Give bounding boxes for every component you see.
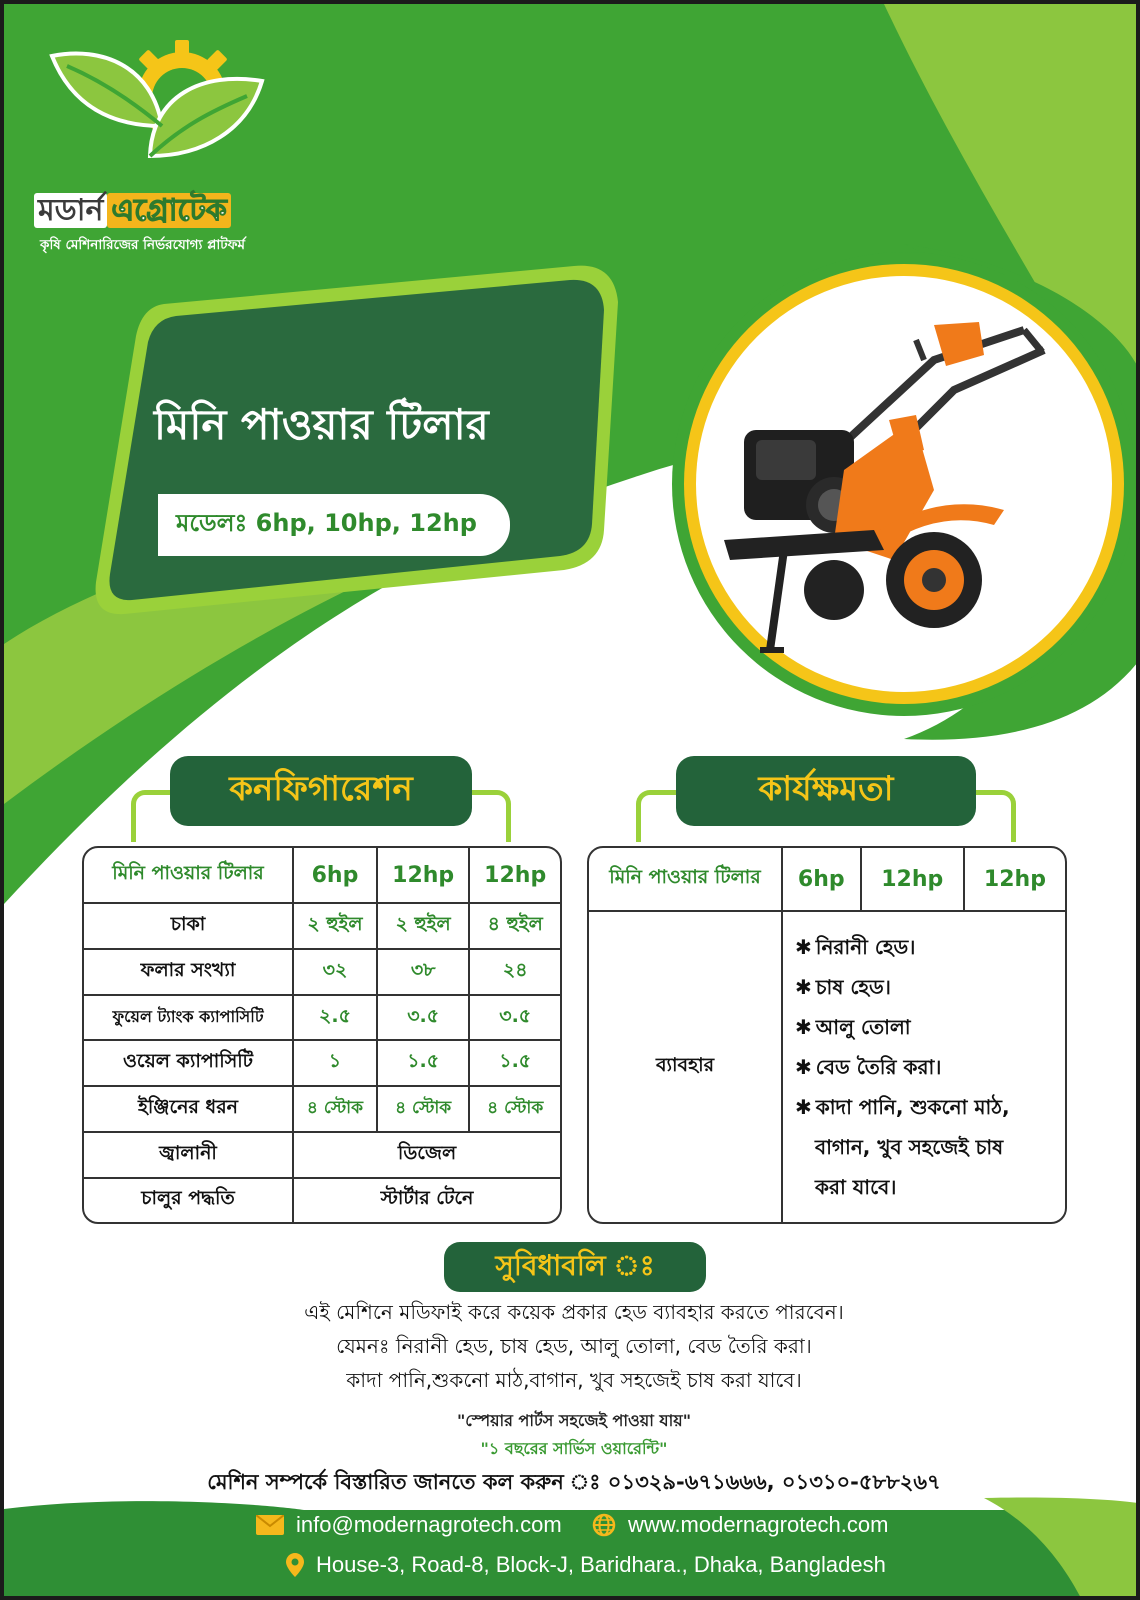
list-item (795, 1047, 1065, 1087)
perf-header-col3: 12hp (965, 848, 1065, 912)
power-tiller-image (684, 240, 1140, 726)
benefit-line-3: কাদা পানি,শুকনো মাঠ,বাগান, খুব সহজেই চাষ করা যাবে। (346, 1368, 802, 1392)
row-label: জ্বালানী (84, 1133, 294, 1179)
table-row (84, 904, 560, 950)
cell: ৩.৫ (378, 996, 470, 1042)
usage-text: করা যাবে। (815, 1175, 897, 1199)
call-line: মেশিন সম্পর্কে বিস্তারিত জানতে কল করুন ঃ ০১৩২৯-৬৭১৬৬৬, ০১৩১০-৫৮৮২৬৭ (207, 1470, 941, 1494)
warranty-note: "১ বছরের সার্ভিস ওয়ারেন্টি" (480, 1439, 668, 1458)
footer (4, 1498, 1140, 1600)
row-label: চালুর পদ্ধতি (84, 1179, 294, 1222)
cell: ২.৫ (294, 996, 378, 1042)
brand-logo (32, 26, 292, 253)
footer-address (286, 1552, 886, 1578)
brand-name-part2: এগ্রোটেক (107, 193, 230, 228)
fuel-value: ডিজেল (294, 1133, 560, 1179)
usage-text: বাগান, খুব সহজেই চাষ (815, 1135, 1004, 1159)
cell: ১.৫ (378, 1041, 470, 1087)
email-icon (256, 1515, 284, 1535)
performance-heading: কার্যক্ষমতা (676, 756, 976, 826)
table-row (84, 996, 560, 1042)
config-header-col2: 12hp (378, 848, 470, 904)
start-value: স্টার্টার টেনে (380, 1187, 474, 1210)
table-row (84, 1041, 560, 1087)
usage-list (783, 927, 1065, 1207)
star-bullet-icon: ✱ (795, 935, 812, 959)
cell: ৩২ (294, 950, 378, 996)
footer-website[interactable] (592, 1512, 888, 1538)
usage-text: নিরানী হেড। (815, 935, 916, 959)
cell: ৪ স্টোক (470, 1087, 560, 1133)
row-label: ওয়েল ক্যাপাসিটি (84, 1041, 294, 1087)
cell: ২ হুইল (378, 904, 470, 950)
list-item (795, 1087, 1065, 1127)
row-label: ফলার সংখ্যা (84, 950, 294, 996)
usage-text: বেড তৈরি করা। (815, 1055, 942, 1079)
star-bullet-icon: ✱ (795, 975, 812, 999)
cell: ২৪ (470, 950, 560, 996)
config-table (82, 846, 562, 1224)
perf-header-col1: 6hp (783, 848, 862, 912)
performance-table (587, 846, 1067, 1224)
cell: ৩৮ (378, 950, 470, 996)
website-text[interactable]: www.modernagrotech.com (628, 1512, 889, 1537)
table-row (84, 1133, 560, 1179)
usage-text: কাদা পানি, শুকনো মাঠ, (815, 1095, 1010, 1119)
globe-icon (592, 1513, 616, 1537)
table-row (84, 1179, 560, 1222)
spare-parts-note: "স্পেয়ার পার্টস সহজেই পাওয়া যায়" (456, 1411, 692, 1430)
list-item (795, 927, 1065, 967)
cell: ৪ স্টোক (294, 1087, 378, 1133)
table-row (589, 912, 1065, 1222)
brand-name (34, 186, 304, 237)
brand-tagline: কৃষি মেশিনারিজের নির্ভরযোগ্য প্লাটফর্ম (40, 237, 245, 253)
cell: ৪ হুইল (470, 904, 560, 950)
cell: ৪ স্টোক (378, 1087, 470, 1133)
list-item (795, 1127, 1065, 1167)
address-text: House-3, Road-8, Block-J, Baridhara., Dhaka, Bangladesh (316, 1552, 886, 1577)
list-item (795, 1167, 1065, 1207)
usage-text: চাষ হেড। (815, 975, 891, 999)
product-title: মিনি পাওয়ার টিলার (154, 400, 489, 449)
cell: ১ (294, 1041, 378, 1087)
star-bullet-icon: ✱ (795, 1015, 812, 1039)
list-item (795, 1007, 1065, 1047)
footer-email[interactable] (256, 1512, 562, 1538)
usage-text: আলু তোলা (815, 1015, 911, 1039)
benefits-heading: সুবিধাবলি ঃ (444, 1242, 706, 1292)
usage-label: ব্যাবহার (589, 912, 783, 1222)
star-bullet-icon: ✱ (795, 1095, 812, 1119)
row-label: ফুয়েল ট্যাংক ক্যাপাসিটি (84, 996, 294, 1042)
email-text[interactable]: info@modernagrotech.com (296, 1512, 562, 1537)
config-header-col1: 6hp (294, 848, 378, 904)
config-header-col3: 12hp (470, 848, 560, 904)
row-label: চাকা (84, 904, 294, 950)
cell: ১.৫ (470, 1041, 560, 1087)
perf-header-name: মিনি পাওয়ার টিলার (589, 848, 783, 912)
brand-name-part1: মডার্ন (34, 193, 107, 228)
benefit-line-2: যেমনঃ নিরানী হেড, চাষ হেড, আলু তোলা, বেড তৈরি করা। (336, 1334, 812, 1358)
table-row (84, 1087, 560, 1133)
location-pin-icon (286, 1553, 304, 1577)
cell: ৩.৫ (470, 996, 560, 1042)
star-bullet-icon: ✱ (795, 1055, 812, 1079)
leaf-gear-icon (32, 26, 272, 176)
model-list: মডেলঃ 6hp, 10hp, 12hp (158, 494, 510, 556)
config-header-name: মিনি পাওয়ার টিলার (84, 848, 294, 904)
cell: ২ হুইল (294, 904, 378, 950)
row-label: ইঞ্জিনের ধরন (84, 1087, 294, 1133)
list-item (795, 967, 1065, 1007)
table-row (589, 848, 1065, 912)
usage-cell (783, 912, 1065, 1222)
table-row (84, 848, 560, 904)
benefit-line-1: এই মেশিনে মডিফাই করে কয়েক প্রকার হেড ব্যাবহার করতে পারবেন। (304, 1300, 844, 1324)
perf-header-col2: 12hp (862, 848, 965, 912)
table-row (84, 950, 560, 996)
config-heading: কনফিগারেশন (170, 756, 472, 826)
